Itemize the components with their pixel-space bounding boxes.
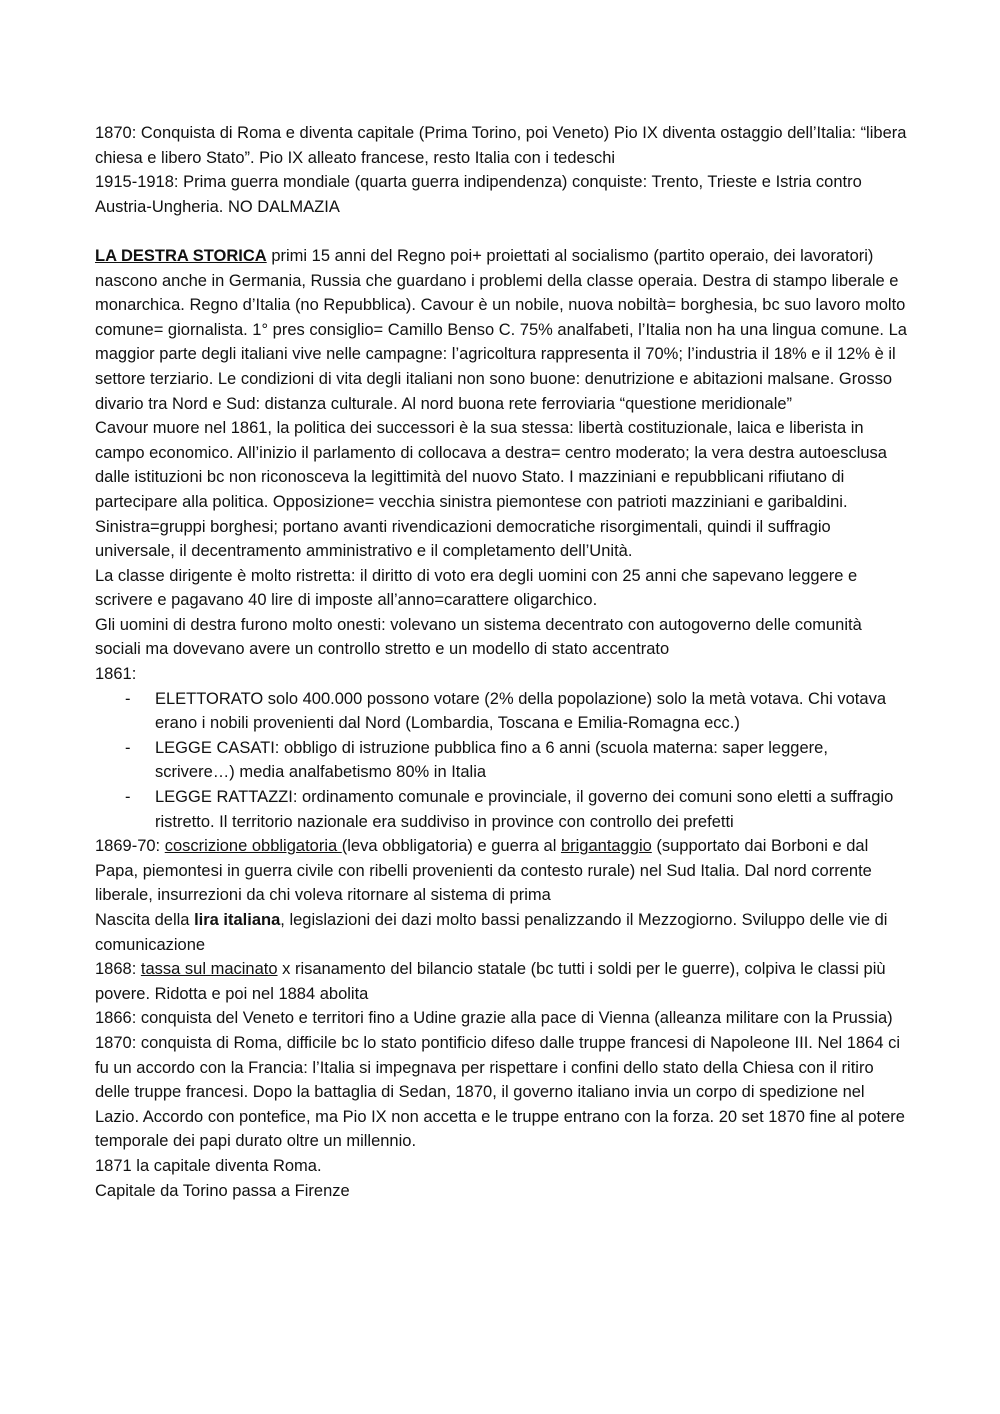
paragraph-lira-italiana: [95, 908, 910, 957]
underlined-tassa-macinato: tassa sul macinato: [140, 960, 278, 979]
bold-lira-italiana: lira italiana: [194, 911, 281, 929]
paragraph-1868: [95, 957, 910, 1006]
text-span: (leva obbligatoria) e guerra al: [341, 837, 561, 856]
paragraph-1870-rome: 1870: Conquista di Roma e diventa capitale (Prima Torino, poi Veneto) Pio IX diventa ostaggio dell’Italia: “libera chiesa e libero Stato”. Pio IX alleato francese, resto Italia con i tedeschi: [95, 124, 907, 167]
document-body: [95, 121, 910, 1203]
text-span: x risanamento del bilancio statale (bc tutti i soldi per le guerre), colpiva le classi più povere. Ridotta e poi nel 1884 abolita: [95, 960, 886, 1003]
paragraph-uomini-di-destra: Gli uomini di destra furono molto onesti: volevano un sistema decentrato con autogoverno delle comunità sociali ma dovevano avere un controllo stretto e un modello di stato accentrato: [95, 615, 862, 659]
paragraph-1870-conquista: 1870: conquista di Roma, difficile bc lo stato pontificio difeso dalle truppe francesi di Napoleone III. Nel 1864 ci fu un accordo con la Francia: l’Italia si impegnava per rispettare i confini dello stato della Chiesa con il ritiro delle truppe francesi. Dopo la battaglia di Sedan, 1870, il governo italiano invia un corpo di spedizione nel Lazio. Accordo con pontefice, ma Pio IX non accetta e le truppe entrano con la forza. 20 set 1870 fine al potere temporale dei papi durato oltre un millennio.: [95, 1033, 905, 1151]
list-1861: [95, 687, 910, 835]
text-span: , legislazioni dei dazi molto bassi penalizzando il Mezzogiorno. Sviluppo delle vie di comunicazione: [95, 911, 888, 954]
paragraph-1866: 1866: conquista del Veneto e territori fino a Udine grazie alla pace di Vienna (alleanza militare con la Prussia): [95, 1009, 893, 1028]
text-span: 1869-70:: [95, 837, 165, 856]
section-heading-destra-storica: LA DESTRA STORICA: [95, 246, 267, 265]
list-item-legge-rattazzi: - LEGGE RATTAZZI: ordinamento comunale e provinciale, il governo dei comuni sono eletti a suffragio ristretto. Il territorio nazionale era suddiviso in province con controllo dei prefetti: [155, 785, 910, 834]
paragraph-destra-storica: [95, 244, 910, 416]
underlined-brigantaggio: brigantaggio: [560, 837, 652, 856]
paragraph-1861: 1861:: [95, 665, 137, 684]
paragraph-1871: 1871 la capitale diventa Roma.: [95, 1156, 322, 1175]
paragraph-classe-dirigente: La classe dirigente è molto ristretta: il diritto di voto era degli uomini con 25 anni che sapevano leggere e scrivere e pagavano 40 lire di imposte all’anno=carattere oligarchico.: [95, 566, 858, 610]
blank-line: [95, 219, 910, 244]
list-item-legge-casati: - LEGGE CASATI: obbligo di istruzione pubblica fino a 6 anni (scuola materna: saper leggere, scrivere…) media analfabetismo 80% in Italia: [155, 736, 910, 785]
paragraph-cavour: Cavour muore nel 1861, la politica dei successori è la sua stessa: libertà costituzionale, laica e liberista in campo economico. All’inizio il parlamento di collocava a destra= centro moderato; la vera destra autoesclusa dalle istituzioni bc non riconosceva la legittimità del nuovo Stato. I mazziniani e repubblicani rifiutano di partecipare alla politica. Opposizione= vecchia sinistra piemontese con patrioti mazziniani e garibaldini. Sinistra=gruppi borghesi; portano avanti rivendicazioni democratiche risorgimentali, quindi il suffragio universale, il decentramento amministrativo e il completamento dell’Unità.: [95, 419, 887, 561]
underlined-coscrizione: coscrizione obbligatoria: [164, 837, 342, 856]
paragraph-1869-70: [95, 834, 910, 908]
text-span: 1868:: [95, 960, 141, 979]
paragraph-capitale-firenze: Capitale da Torino passa a Firenze: [95, 1181, 350, 1200]
paragraph-1915-1918: 1915-1918: Prima guerra mondiale (quarta guerra indipendenza) conquiste: Trento, Trieste e Istria contro Austria-Ungheria. NO DALMAZIA: [95, 173, 862, 216]
text-span: Nascita della: [95, 911, 195, 929]
destra-storica-text: primi 15 anni del Regno poi+ proiettati al socialismo (partito operaio, dei lavoratori) nascono anche in Germania, Russia che guardano i problemi della classe operaia. Destra di stampo liberale e monarchica. Regno d’Italia (no Repubblica). Cavour è un nobile, nuova nobiltà= borghesia, bc suo lavoro molto comune= giornalista. 1° pres consiglio= Camillo Benso C. 75% analfabeti, l’Italia non ha una lingua comune. La maggior parte degli italiani vive nelle campagne: l’agricoltura rappresenta il 70%; l’industria il 18% e il 12% è il settore terziario. Le condizioni di vita degli italiani non sono buone: denutrizione e abitazioni malsane. Grosso divario tra Nord e Sud: distanza culturale. Al nord buona rete ferroviaria “questione meridionale”: [95, 246, 907, 413]
text-span: (supportato dai Borboni e dal Papa, piemontesi in guerra civile con ribelli provenienti da contesto rurale) nel Sud Italia. Dal nord corrente liberale, insurrezioni da chi voleva ritornare al sistema di prima: [95, 837, 872, 905]
list-item-elettorato: - ELETTORATO solo 400.000 possono votare (2% della popolazione) solo la metà votava. Chi votava erano i nobili provenienti dal Nord (Lombardia, Toscana e Emilia-Romagna ecc.): [155, 687, 910, 736]
